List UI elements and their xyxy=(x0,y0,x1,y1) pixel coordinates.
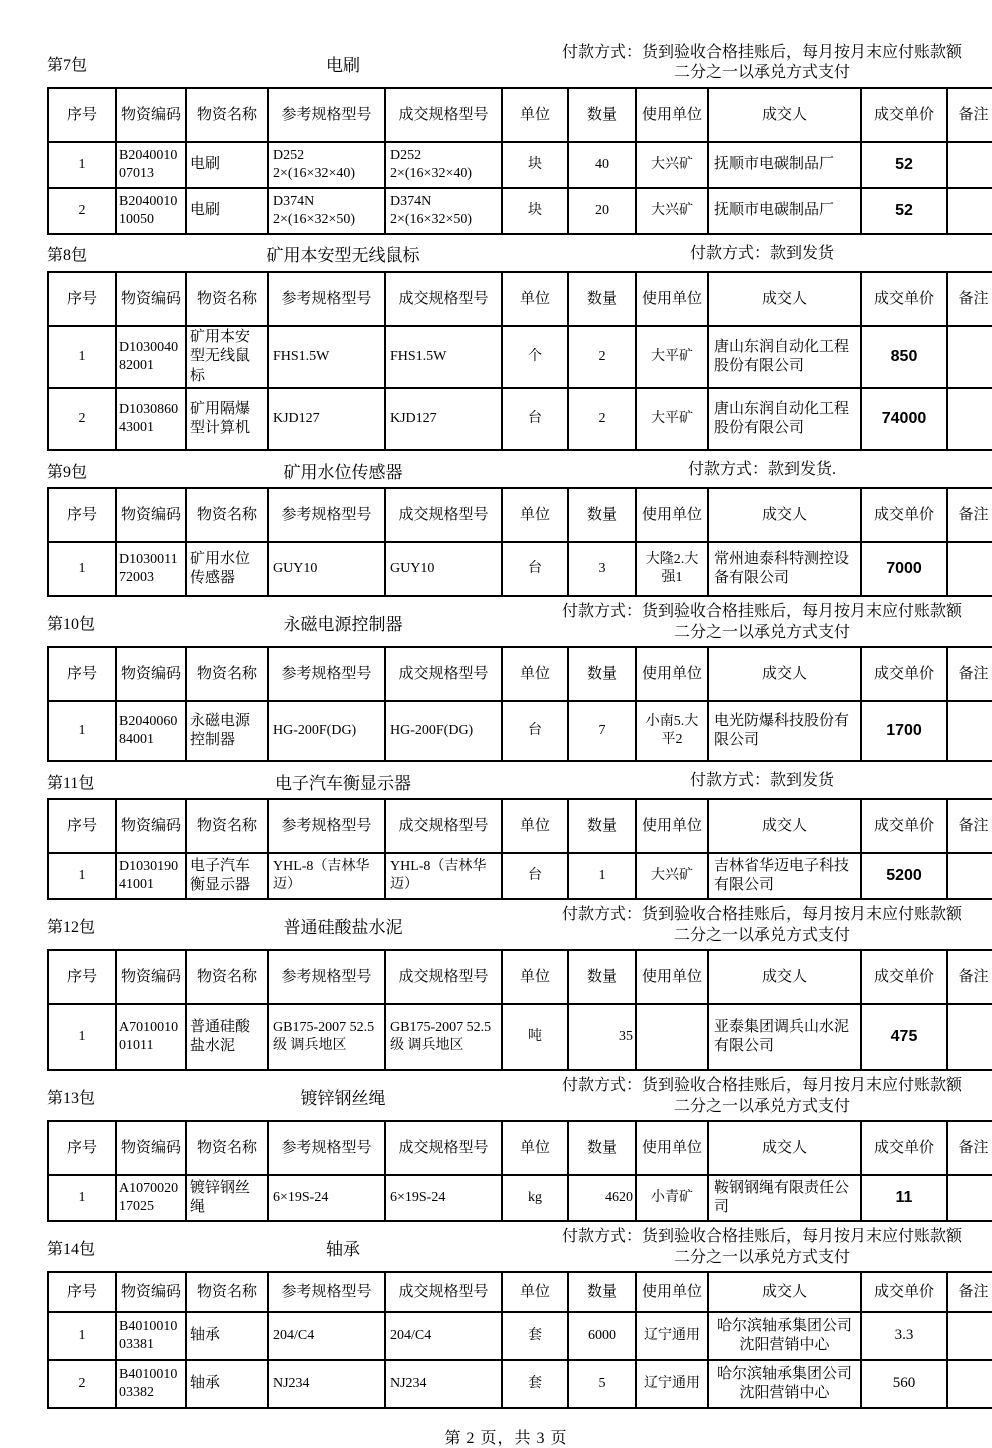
column-header-winner: 成交人 xyxy=(708,950,861,1004)
package-title: 镀锌钢丝绳 xyxy=(300,1089,386,1109)
package-14-header xyxy=(47,1227,965,1268)
table-header xyxy=(48,950,992,1004)
payment-terms: 付款方式：货到验收合格挂账后，每月按月末应付账款额二分之一以承兑方式支付 xyxy=(561,1077,962,1115)
table-body xyxy=(48,142,992,234)
column-header-winner: 成交人 xyxy=(708,88,861,142)
cell-winner: 电光防爆科技股份有限公司 xyxy=(708,701,861,761)
package-14-section xyxy=(47,1227,989,1409)
table-body xyxy=(48,701,992,761)
cell-ref: HG-200F(DG) xyxy=(268,701,385,761)
table-body xyxy=(48,1312,992,1408)
column-header-price: 成交单价 xyxy=(861,1272,947,1312)
cell-deal: FHS1.5W xyxy=(385,326,502,389)
payment-terms: 付款方式：款到发货. xyxy=(687,461,836,479)
table-row xyxy=(48,188,992,234)
cell-winner: 吉林省华迈电子科技有限公司 xyxy=(708,853,861,899)
cell-qty: 35 xyxy=(568,1004,636,1070)
package-14-table xyxy=(47,1271,992,1409)
cell-qty: 40 xyxy=(568,142,636,188)
package-title: 永磁电源控制器 xyxy=(283,615,403,635)
column-header-code: 物资编码 xyxy=(116,1272,186,1312)
cell-unit: 台 xyxy=(502,853,568,899)
cell-name: 镀锌钢丝绳 xyxy=(186,1175,268,1221)
cell-code: D103004082001 xyxy=(116,326,186,389)
table-row xyxy=(48,853,992,899)
table-header xyxy=(48,488,992,542)
cell-remark xyxy=(947,142,992,188)
column-header-user: 使用单位 xyxy=(636,1272,708,1312)
cell-ref: 6×19S-24 xyxy=(268,1175,385,1221)
table-row xyxy=(48,1175,992,1221)
table-row xyxy=(48,1360,992,1408)
cell-price: 475 xyxy=(861,1004,947,1070)
cell-user: 小南5.大平2 xyxy=(636,701,708,761)
table-header xyxy=(48,88,992,142)
cell-ref: FHS1.5W xyxy=(268,326,385,389)
package-11-header xyxy=(47,767,965,795)
cell-remark xyxy=(947,1312,992,1360)
cell-code: D103086043001 xyxy=(116,388,186,450)
column-header-user: 使用单位 xyxy=(636,1121,708,1175)
cell-price: 11 xyxy=(861,1175,947,1221)
cell-unit: kg xyxy=(502,1175,568,1221)
header-row xyxy=(48,272,992,326)
column-header-no: 序号 xyxy=(48,950,116,1004)
header-row xyxy=(48,88,992,142)
cell-ref: NJ234 xyxy=(268,1360,385,1408)
column-header-deal: 成交规格型号 xyxy=(385,799,502,853)
cell-user: 大平矿 xyxy=(636,326,708,389)
package-7-section xyxy=(47,43,989,235)
column-header-deal: 成交规格型号 xyxy=(385,88,502,142)
column-header-qty: 数量 xyxy=(568,1272,636,1312)
column-header-winner: 成交人 xyxy=(708,488,861,542)
column-header-price: 成交单价 xyxy=(861,488,947,542)
package-9-header xyxy=(47,456,965,484)
column-header-code: 物资编码 xyxy=(116,88,186,142)
column-header-name: 物资名称 xyxy=(186,488,268,542)
cell-winner: 唐山东润自动化工程股份有限公司 xyxy=(708,326,861,389)
column-header-user: 使用单位 xyxy=(636,272,708,326)
column-header-winner: 成交人 xyxy=(708,647,861,701)
column-header-qty: 数量 xyxy=(568,272,636,326)
cell-code: D103019041001 xyxy=(116,853,186,899)
cell-winner: 鞍钢钢绳有限责任公司 xyxy=(708,1175,861,1221)
header-row xyxy=(48,799,992,853)
column-header-name: 物资名称 xyxy=(186,1121,268,1175)
column-header-no: 序号 xyxy=(48,1272,116,1312)
column-header-ref: 参考规格型号 xyxy=(268,647,385,701)
package-title: 电刷 xyxy=(326,55,360,75)
package-10-header xyxy=(47,602,965,643)
cell-name: 电刷 xyxy=(186,142,268,188)
cell-deal: HG-200F(DG) xyxy=(385,701,502,761)
cell-unit: 台 xyxy=(502,542,568,596)
package-label: 第11包 xyxy=(47,774,95,792)
table-body xyxy=(48,853,992,899)
cell-unit: 套 xyxy=(502,1360,568,1408)
column-header-code: 物资编码 xyxy=(116,950,186,1004)
cell-remark xyxy=(947,1004,992,1070)
table-header xyxy=(48,272,992,326)
cell-code: B204006084001 xyxy=(116,701,186,761)
cell-unit: 台 xyxy=(502,388,568,450)
column-header-winner: 成交人 xyxy=(708,1272,861,1312)
column-header-code: 物资编码 xyxy=(116,799,186,853)
cell-deal: 204/C4 xyxy=(385,1312,502,1360)
table-row xyxy=(48,1004,992,1070)
table-row xyxy=(48,326,992,389)
column-header-price: 成交单价 xyxy=(861,799,947,853)
payment-terms: 付款方式：货到验收合格挂账后，每月按月末应付账款额二分之一以承兑方式支付 xyxy=(561,603,962,641)
column-header-no: 序号 xyxy=(48,799,116,853)
cell-user xyxy=(636,1004,708,1070)
cell-name: 矿用水位传感器 xyxy=(186,542,268,596)
table-header xyxy=(48,1121,992,1175)
column-header-name: 物资名称 xyxy=(186,88,268,142)
table-row xyxy=(48,142,992,188)
package-label: 第7包 xyxy=(47,56,88,74)
column-header-name: 物资名称 xyxy=(186,647,268,701)
cell-price: 52 xyxy=(861,188,947,234)
cell-no: 1 xyxy=(48,326,116,389)
column-header-qty: 数量 xyxy=(568,88,636,142)
package-title: 轴承 xyxy=(326,1240,360,1260)
package-9-section xyxy=(47,456,989,597)
cell-code: B401001003382 xyxy=(116,1360,186,1408)
cell-winner: 常州迪泰科特测控设备有限公司 xyxy=(708,542,861,596)
column-header-unit: 单位 xyxy=(502,1121,568,1175)
header-row xyxy=(48,488,992,542)
cell-no: 1 xyxy=(48,1004,116,1070)
column-header-name: 物资名称 xyxy=(186,950,268,1004)
package-11-table xyxy=(47,798,992,900)
column-header-winner: 成交人 xyxy=(708,799,861,853)
package-12-section xyxy=(47,905,989,1071)
table-header xyxy=(48,799,992,853)
column-header-qty: 数量 xyxy=(568,1121,636,1175)
header-row xyxy=(48,647,992,701)
cell-qty: 1 xyxy=(568,853,636,899)
cell-unit: 块 xyxy=(502,142,568,188)
cell-user: 小青矿 xyxy=(636,1175,708,1221)
column-header-deal: 成交规格型号 xyxy=(385,488,502,542)
cell-qty: 20 xyxy=(568,188,636,234)
column-header-no: 序号 xyxy=(48,488,116,542)
package-label: 第10包 xyxy=(47,616,96,634)
payment-terms: 付款方式：货到验收合格挂账后，每月按月末应付账款额二分之一以承兑方式支付 xyxy=(561,44,962,82)
column-header-no: 序号 xyxy=(48,88,116,142)
cell-winner: 亚泰集团调兵山水泥有限公司 xyxy=(708,1004,861,1070)
column-header-code: 物资编码 xyxy=(116,488,186,542)
table-row xyxy=(48,1312,992,1360)
column-header-user: 使用单位 xyxy=(636,950,708,1004)
table-row xyxy=(48,701,992,761)
column-header-winner: 成交人 xyxy=(708,1121,861,1175)
cell-ref: KJD127 xyxy=(268,388,385,450)
column-header-deal: 成交规格型号 xyxy=(385,1272,502,1312)
package-8-section xyxy=(47,240,989,452)
cell-unit: 台 xyxy=(502,701,568,761)
cell-name: 轴承 xyxy=(186,1360,268,1408)
header-row xyxy=(48,950,992,1004)
header-row xyxy=(48,1272,992,1312)
column-header-ref: 参考规格型号 xyxy=(268,950,385,1004)
cell-ref: D252 2×(16×32×40) xyxy=(268,142,385,188)
package-7-header xyxy=(47,43,965,84)
cell-name: 普通硅酸盐水泥 xyxy=(186,1004,268,1070)
table-body xyxy=(48,1175,992,1221)
cell-remark xyxy=(947,326,992,389)
package-title: 普通硅酸盐水泥 xyxy=(283,918,403,938)
column-header-remark: 备注 xyxy=(947,88,992,142)
column-header-remark: 备注 xyxy=(947,488,992,542)
cell-unit: 个 xyxy=(502,326,568,389)
package-label: 第14包 xyxy=(47,1241,96,1259)
column-header-unit: 单位 xyxy=(502,1272,568,1312)
cell-user: 辽宁通用 xyxy=(636,1360,708,1408)
table-body xyxy=(48,326,992,451)
cell-qty: 3 xyxy=(568,542,636,596)
page-number-footer: 第 2 页，共 3 页 xyxy=(444,1430,568,1448)
cell-price: 5200 xyxy=(861,853,947,899)
cell-winner: 抚顺市电碳制品厂 xyxy=(708,188,861,234)
column-header-price: 成交单价 xyxy=(861,950,947,1004)
cell-ref: YHL-8（吉林华迈） xyxy=(268,853,385,899)
column-header-remark: 备注 xyxy=(947,272,992,326)
column-header-deal: 成交规格型号 xyxy=(385,1121,502,1175)
column-header-unit: 单位 xyxy=(502,272,568,326)
cell-price: 850 xyxy=(861,326,947,389)
package-9-table xyxy=(47,487,992,597)
column-header-user: 使用单位 xyxy=(636,488,708,542)
column-header-user: 使用单位 xyxy=(636,647,708,701)
package-12-header xyxy=(47,905,965,946)
package-title: 矿用水位传感器 xyxy=(283,462,403,482)
cell-no: 1 xyxy=(48,142,116,188)
cell-no: 1 xyxy=(48,853,116,899)
cell-deal: KJD127 xyxy=(385,388,502,450)
cell-code: A701001001011 xyxy=(116,1004,186,1070)
column-header-price: 成交单价 xyxy=(861,272,947,326)
cell-ref: GB175-2007 52.5级 调兵地区 xyxy=(268,1004,385,1070)
cell-qty: 5 xyxy=(568,1360,636,1408)
cell-user: 大兴矿 xyxy=(636,188,708,234)
column-header-ref: 参考规格型号 xyxy=(268,799,385,853)
column-header-no: 序号 xyxy=(48,647,116,701)
cell-code: A107002017025 xyxy=(116,1175,186,1221)
cell-unit: 吨 xyxy=(502,1004,568,1070)
package-8-table xyxy=(47,271,992,452)
column-header-no: 序号 xyxy=(48,1121,116,1175)
cell-remark xyxy=(947,853,992,899)
column-header-name: 物资名称 xyxy=(186,272,268,326)
header-row xyxy=(48,1121,992,1175)
package-7-table xyxy=(47,87,992,235)
cell-qty: 6000 xyxy=(568,1312,636,1360)
cell-remark xyxy=(947,1175,992,1221)
cell-unit: 套 xyxy=(502,1312,568,1360)
cell-qty: 2 xyxy=(568,326,636,389)
cell-qty: 4620 xyxy=(568,1175,636,1221)
cell-name: 电刷 xyxy=(186,188,268,234)
package-13-table xyxy=(47,1120,992,1222)
cell-unit: 块 xyxy=(502,188,568,234)
column-header-ref: 参考规格型号 xyxy=(268,88,385,142)
cell-winner: 哈尔滨轴承集团公司沈阳营销中心 xyxy=(708,1312,861,1360)
cell-name: 矿用本安型无线鼠标 xyxy=(186,326,268,389)
cell-deal: GUY10 xyxy=(385,542,502,596)
cell-remark xyxy=(947,188,992,234)
column-header-remark: 备注 xyxy=(947,1121,992,1175)
cell-ref: 204/C4 xyxy=(268,1312,385,1360)
payment-terms: 付款方式：货到验收合格挂账后，每月按月末应付账款额二分之一以承兑方式支付 xyxy=(561,1228,962,1266)
table-header xyxy=(48,647,992,701)
payment-terms: 付款方式：货到验收合格挂账后，每月按月末应付账款额二分之一以承兑方式支付 xyxy=(561,906,962,944)
table-row xyxy=(48,388,992,450)
column-header-code: 物资编码 xyxy=(116,647,186,701)
package-13-section xyxy=(47,1076,989,1222)
cell-deal: D252 2×(16×32×40) xyxy=(385,142,502,188)
cell-no: 1 xyxy=(48,542,116,596)
package-title: 矿用本安型无线鼠标 xyxy=(266,246,420,266)
table-body xyxy=(48,1004,992,1070)
table-body xyxy=(48,542,992,596)
cell-code: B204001007013 xyxy=(116,142,186,188)
column-header-ref: 参考规格型号 xyxy=(268,488,385,542)
package-8-header xyxy=(47,240,965,268)
cell-price: 7000 xyxy=(861,542,947,596)
column-header-price: 成交单价 xyxy=(861,88,947,142)
cell-user: 大兴矿 xyxy=(636,853,708,899)
package-12-table xyxy=(47,949,992,1071)
cell-qty: 2 xyxy=(568,388,636,450)
cell-deal: YHL-8（吉林华迈） xyxy=(385,853,502,899)
column-header-deal: 成交规格型号 xyxy=(385,647,502,701)
column-header-code: 物资编码 xyxy=(116,1121,186,1175)
cell-name: 电子汽车衡显示器 xyxy=(186,853,268,899)
column-header-remark: 备注 xyxy=(947,799,992,853)
column-header-unit: 单位 xyxy=(502,647,568,701)
cell-ref: D374N 2×(16×32×50) xyxy=(268,188,385,234)
cell-deal: NJ234 xyxy=(385,1360,502,1408)
table-header xyxy=(48,1272,992,1312)
column-header-qty: 数量 xyxy=(568,950,636,1004)
column-header-price: 成交单价 xyxy=(861,1121,947,1175)
cell-name: 永磁电源控制器 xyxy=(186,701,268,761)
table-row xyxy=(48,542,992,596)
column-header-unit: 单位 xyxy=(502,488,568,542)
cell-code: B401001003381 xyxy=(116,1312,186,1360)
column-header-price: 成交单价 xyxy=(861,647,947,701)
column-header-name: 物资名称 xyxy=(186,799,268,853)
cell-price: 560 xyxy=(861,1360,947,1408)
column-header-deal: 成交规格型号 xyxy=(385,950,502,1004)
cell-no: 2 xyxy=(48,188,116,234)
cell-deal: D374N 2×(16×32×50) xyxy=(385,188,502,234)
payment-terms: 付款方式：款到发货 xyxy=(689,244,834,262)
package-label: 第8包 xyxy=(47,247,88,265)
cell-winner: 抚顺市电碳制品厂 xyxy=(708,142,861,188)
cell-deal: 6×19S-24 xyxy=(385,1175,502,1221)
cell-winner: 唐山东润自动化工程股份有限公司 xyxy=(708,388,861,450)
cell-no: 1 xyxy=(48,701,116,761)
column-header-qty: 数量 xyxy=(568,647,636,701)
cell-user: 大隆2.大强1 xyxy=(636,542,708,596)
cell-price: 52 xyxy=(861,142,947,188)
column-header-name: 物资名称 xyxy=(186,1272,268,1312)
cell-remark xyxy=(947,701,992,761)
cell-remark xyxy=(947,1360,992,1408)
column-header-qty: 数量 xyxy=(568,488,636,542)
cell-deal: GB175-2007 52.5级 调兵地区 xyxy=(385,1004,502,1070)
cell-price: 74000 xyxy=(861,388,947,450)
cell-qty: 7 xyxy=(568,701,636,761)
column-header-user: 使用单位 xyxy=(636,799,708,853)
payment-terms: 付款方式：款到发货 xyxy=(689,772,834,790)
column-header-unit: 单位 xyxy=(502,88,568,142)
column-header-code: 物资编码 xyxy=(116,272,186,326)
cell-remark xyxy=(947,388,992,450)
column-header-no: 序号 xyxy=(48,272,116,326)
column-header-remark: 备注 xyxy=(947,1272,992,1312)
cell-name: 矿用隔爆型计算机 xyxy=(186,388,268,450)
cell-user: 大兴矿 xyxy=(636,142,708,188)
package-label: 第9包 xyxy=(47,463,88,481)
package-10-table xyxy=(47,646,992,762)
column-header-deal: 成交规格型号 xyxy=(385,272,502,326)
package-title: 电子汽车衡显示器 xyxy=(275,773,411,793)
cell-no: 1 xyxy=(48,1175,116,1221)
column-header-winner: 成交人 xyxy=(708,272,861,326)
cell-user: 辽宁通用 xyxy=(636,1312,708,1360)
column-header-remark: 备注 xyxy=(947,647,992,701)
cell-winner: 哈尔滨轴承集团公司沈阳营销中心 xyxy=(708,1360,861,1408)
column-header-unit: 单位 xyxy=(502,950,568,1004)
package-10-section xyxy=(47,602,989,762)
cell-price: 3.3 xyxy=(861,1312,947,1360)
column-header-user: 使用单位 xyxy=(636,88,708,142)
cell-no: 2 xyxy=(48,388,116,450)
cell-code: D103001172003 xyxy=(116,542,186,596)
package-label: 第13包 xyxy=(47,1090,96,1108)
cell-name: 轴承 xyxy=(186,1312,268,1360)
column-header-unit: 单位 xyxy=(502,799,568,853)
package-label: 第12包 xyxy=(47,919,96,937)
cell-no: 2 xyxy=(48,1360,116,1408)
column-header-ref: 参考规格型号 xyxy=(268,1121,385,1175)
cell-user: 大平矿 xyxy=(636,388,708,450)
package-13-header xyxy=(47,1076,965,1117)
package-11-section xyxy=(47,767,989,900)
cell-remark xyxy=(947,542,992,596)
cell-no: 1 xyxy=(48,1312,116,1360)
column-header-ref: 参考规格型号 xyxy=(268,1272,385,1312)
column-header-qty: 数量 xyxy=(568,799,636,853)
cell-ref: GUY10 xyxy=(268,542,385,596)
column-header-ref: 参考规格型号 xyxy=(268,272,385,326)
column-header-remark: 备注 xyxy=(947,950,992,1004)
cell-price: 1700 xyxy=(861,701,947,761)
cell-code: B204001010050 xyxy=(116,188,186,234)
